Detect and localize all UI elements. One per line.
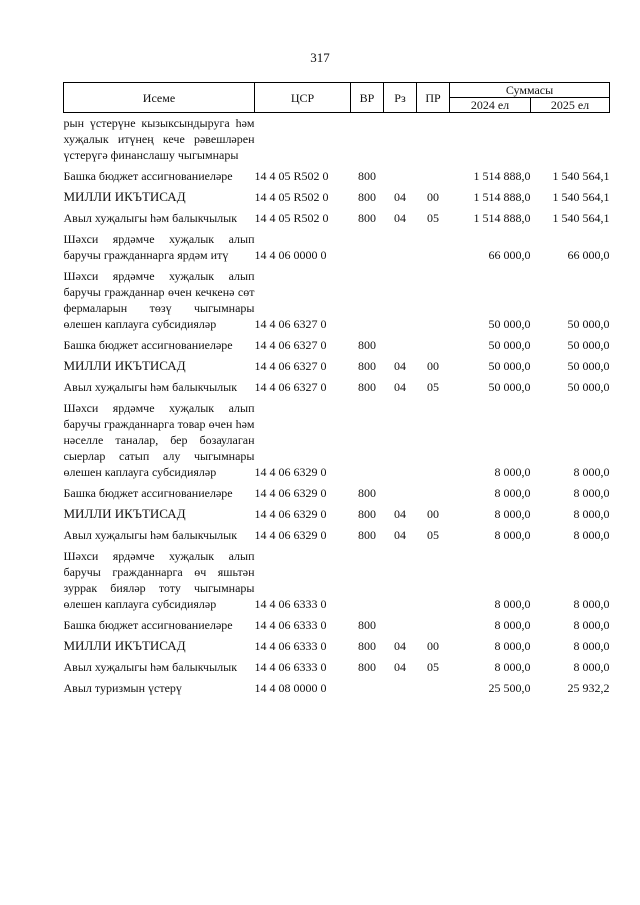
row-vr: 800 (358, 639, 376, 653)
row-csr: 14 4 06 6333 0 (254, 597, 327, 611)
row-sum-2025: 8 000,0 (573, 486, 610, 500)
budget-table (63, 82, 610, 699)
row-name: Шәхси ярдәмче хуҗалык алып баручы гражданнарга ярдәм итү (63, 232, 255, 262)
header-vr: ВР (351, 83, 384, 113)
row-sum-2025: 8 000,0 (573, 639, 610, 653)
row-vr: 800 (358, 507, 376, 521)
row-name: Башка бюджет ассигнованиеләре (63, 169, 233, 183)
row-name: Авыл хуҗалыгы һәм балыкчылык (63, 211, 238, 225)
table-row (64, 678, 610, 699)
row-sum-2025: 1 540 564,1 (552, 211, 610, 225)
row-vr (351, 229, 384, 266)
row-rz: 04 (394, 639, 406, 653)
row-name: Авыл хуҗалыгы һәм балыкчылык (63, 660, 238, 674)
row-rz (384, 113, 417, 167)
row-sum-2025: 50 000,0 (567, 380, 610, 394)
row-vr: 800 (358, 359, 376, 373)
row-vr: 800 (358, 618, 376, 632)
row-pr: 05 (427, 528, 439, 542)
row-csr: 14 4 06 6333 0 (254, 660, 327, 674)
row-pr (417, 266, 450, 335)
row-rz: 04 (394, 528, 406, 542)
row-csr: 14 4 05 R502 0 (254, 211, 329, 225)
row-sum-2025: 1 540 564,1 (552, 190, 610, 204)
row-rz (384, 615, 417, 636)
row-rz (384, 546, 417, 615)
row-rz (384, 335, 417, 356)
row-sum-2024: 1 514 888,0 (473, 190, 531, 204)
row-sum-2024: 66 000,0 (488, 248, 531, 262)
row-sum-2024: 50 000,0 (488, 359, 531, 373)
row-sum-2024: 8 000,0 (494, 618, 531, 632)
row-pr: 00 (427, 359, 439, 373)
table-row (64, 615, 610, 636)
row-csr: 14 4 05 R502 0 (254, 190, 329, 204)
row-csr: 14 4 06 6329 0 (254, 486, 327, 500)
row-pr: 00 (427, 639, 439, 653)
row-sum-2025 (531, 113, 610, 167)
row-name: МИЛЛИ ИКЪТИСАД (63, 189, 186, 204)
row-sum-2025: 8 000,0 (573, 507, 610, 521)
row-vr: 800 (358, 338, 376, 352)
header-year-2025: 2025 ел (531, 98, 610, 113)
row-sum-2024: 1 514 888,0 (473, 211, 531, 225)
row-vr (351, 678, 384, 699)
row-rz (384, 678, 417, 699)
table-row (64, 229, 610, 266)
row-rz: 04 (394, 190, 406, 204)
row-name: МИЛЛИ ИКЪТИСАД (63, 358, 186, 373)
row-pr: 05 (427, 380, 439, 394)
table-row (64, 335, 610, 356)
row-rz (384, 166, 417, 187)
row-csr: 14 4 06 6329 0 (254, 465, 327, 479)
row-csr: 14 4 06 6333 0 (254, 639, 327, 653)
row-sum-2024: 8 000,0 (494, 486, 531, 500)
row-sum-2024: 8 000,0 (494, 660, 531, 674)
row-name: Шәхси ярдәмче хуҗалык алып баручы гражданнарга товар өчен һәм нәселле таналар, бер бозаулаган сыерлар сатып алу чыгымнары өлешен каплауга субсидияләр (63, 401, 255, 479)
row-pr (417, 546, 450, 615)
row-name: МИЛЛИ ИКЪТИСАД (63, 506, 186, 521)
row-rz: 04 (394, 359, 406, 373)
row-name: Шәхси ярдәмче хуҗалык алып баручы гражданнарга өч яшьтән зуррак бияләр тоту чыгымнары өлешен каплауга субсидияләр (63, 549, 255, 611)
table-row (64, 187, 610, 208)
row-csr: 14 4 08 0000 0 (254, 681, 327, 695)
row-csr: 14 4 06 6327 0 (254, 338, 327, 352)
table-row (64, 483, 610, 504)
row-rz: 04 (394, 380, 406, 394)
table-row (64, 208, 610, 229)
row-sum-2024: 1 514 888,0 (473, 169, 531, 183)
row-pr: 00 (427, 507, 439, 521)
row-name: Авыл хуҗалыгы һәм балыкчылык (63, 380, 238, 394)
row-name: рын үстерүне кызыксындыруга һәм хуҗалык итүнең кече рәвешләрен үстерүгә финанслашу чыгымнары (63, 116, 255, 162)
row-csr: 14 4 06 6327 0 (254, 359, 327, 373)
row-sum-2025: 8 000,0 (573, 618, 610, 632)
row-pr (417, 113, 450, 167)
row-rz (384, 483, 417, 504)
row-rz (384, 266, 417, 335)
row-pr (417, 335, 450, 356)
row-pr (417, 483, 450, 504)
row-pr: 00 (427, 190, 439, 204)
row-sum-2025: 25 932,2 (567, 681, 610, 695)
row-vr: 800 (358, 190, 376, 204)
row-sum-2024: 8 000,0 (494, 639, 531, 653)
row-rz (384, 229, 417, 266)
table-row (64, 546, 610, 615)
row-vr: 800 (358, 211, 376, 225)
table-row (64, 504, 610, 525)
row-name: Башка бюджет ассигнованиеләре (63, 338, 233, 352)
table-row (64, 398, 610, 483)
row-csr: 14 4 06 6329 0 (254, 528, 327, 542)
table-row (64, 657, 610, 678)
table-row (64, 266, 610, 335)
row-vr: 800 (358, 660, 376, 674)
row-sum-2024: 8 000,0 (494, 528, 531, 542)
row-vr (351, 546, 384, 615)
row-vr: 800 (358, 486, 376, 500)
header-rz: Рз (384, 83, 417, 113)
row-vr: 800 (358, 169, 376, 183)
table-row (64, 356, 610, 377)
row-sum-2025: 50 000,0 (567, 338, 610, 352)
row-sum-2025: 8 000,0 (573, 660, 610, 674)
row-name: Авыл хуҗалыгы һәм балыкчылык (63, 528, 238, 542)
row-sum-2025: 50 000,0 (567, 317, 610, 331)
row-vr (351, 266, 384, 335)
row-rz: 04 (394, 660, 406, 674)
row-csr (255, 113, 351, 167)
header-name: Исеме (64, 83, 255, 113)
row-csr: 14 4 06 6327 0 (254, 380, 327, 394)
row-sum-2024: 50 000,0 (488, 380, 531, 394)
table-row (64, 377, 610, 398)
row-pr (417, 398, 450, 483)
row-sum-2024 (450, 113, 531, 167)
row-name: МИЛЛИ ИКЪТИСАД (63, 638, 186, 653)
header-year-2024: 2024 ел (450, 98, 531, 113)
row-name: Башка бюджет ассигнованиеләре (63, 486, 233, 500)
row-sum-2024: 8 000,0 (494, 465, 531, 479)
row-pr: 05 (427, 211, 439, 225)
table-body (64, 113, 610, 700)
row-rz: 04 (394, 507, 406, 521)
row-sum-2025: 8 000,0 (573, 597, 610, 611)
page-number: 317 (310, 50, 330, 65)
row-vr: 800 (358, 380, 376, 394)
row-sum-2024: 25 500,0 (488, 681, 531, 695)
table-row (64, 113, 610, 167)
row-rz: 04 (394, 211, 406, 225)
table-row (64, 636, 610, 657)
table-row (64, 166, 610, 187)
row-pr (417, 678, 450, 699)
row-rz (384, 398, 417, 483)
row-sum-2025: 8 000,0 (573, 465, 610, 479)
row-pr: 05 (427, 660, 439, 674)
row-sum-2025: 8 000,0 (573, 528, 610, 542)
header-sums: Суммасы (450, 83, 610, 98)
row-csr: 14 4 06 6329 0 (254, 507, 327, 521)
row-vr: 800 (358, 528, 376, 542)
row-csr: 14 4 06 0000 0 (254, 248, 327, 262)
row-sum-2024: 8 000,0 (494, 597, 531, 611)
row-name: Башка бюджет ассигнованиеләре (63, 618, 233, 632)
row-vr (351, 398, 384, 483)
row-pr (417, 166, 450, 187)
row-vr (351, 113, 384, 167)
row-name: Авыл туризмын үстерү (63, 681, 182, 695)
row-sum-2024: 50 000,0 (488, 317, 531, 331)
row-sum-2024: 50 000,0 (488, 338, 531, 352)
table-header (64, 83, 610, 113)
row-pr (417, 229, 450, 266)
row-csr: 14 4 06 6327 0 (254, 317, 327, 331)
table-row (64, 525, 610, 546)
row-sum-2025: 50 000,0 (567, 359, 610, 373)
row-sum-2025: 66 000,0 (567, 248, 610, 262)
row-pr (417, 615, 450, 636)
row-sum-2025: 1 540 564,1 (552, 169, 610, 183)
header-csr: ЦСР (255, 83, 351, 113)
row-csr: 14 4 06 6333 0 (254, 618, 327, 632)
row-csr: 14 4 05 R502 0 (254, 169, 329, 183)
row-name: Шәхси ярдәмче хуҗалык алып баручы гражданнар өчен кечкенә сөт фермаларын төзү чыгымнары өлешен каплауга субсидияләр (63, 269, 255, 331)
header-pr: ПР (417, 83, 450, 113)
row-sum-2024: 8 000,0 (494, 507, 531, 521)
